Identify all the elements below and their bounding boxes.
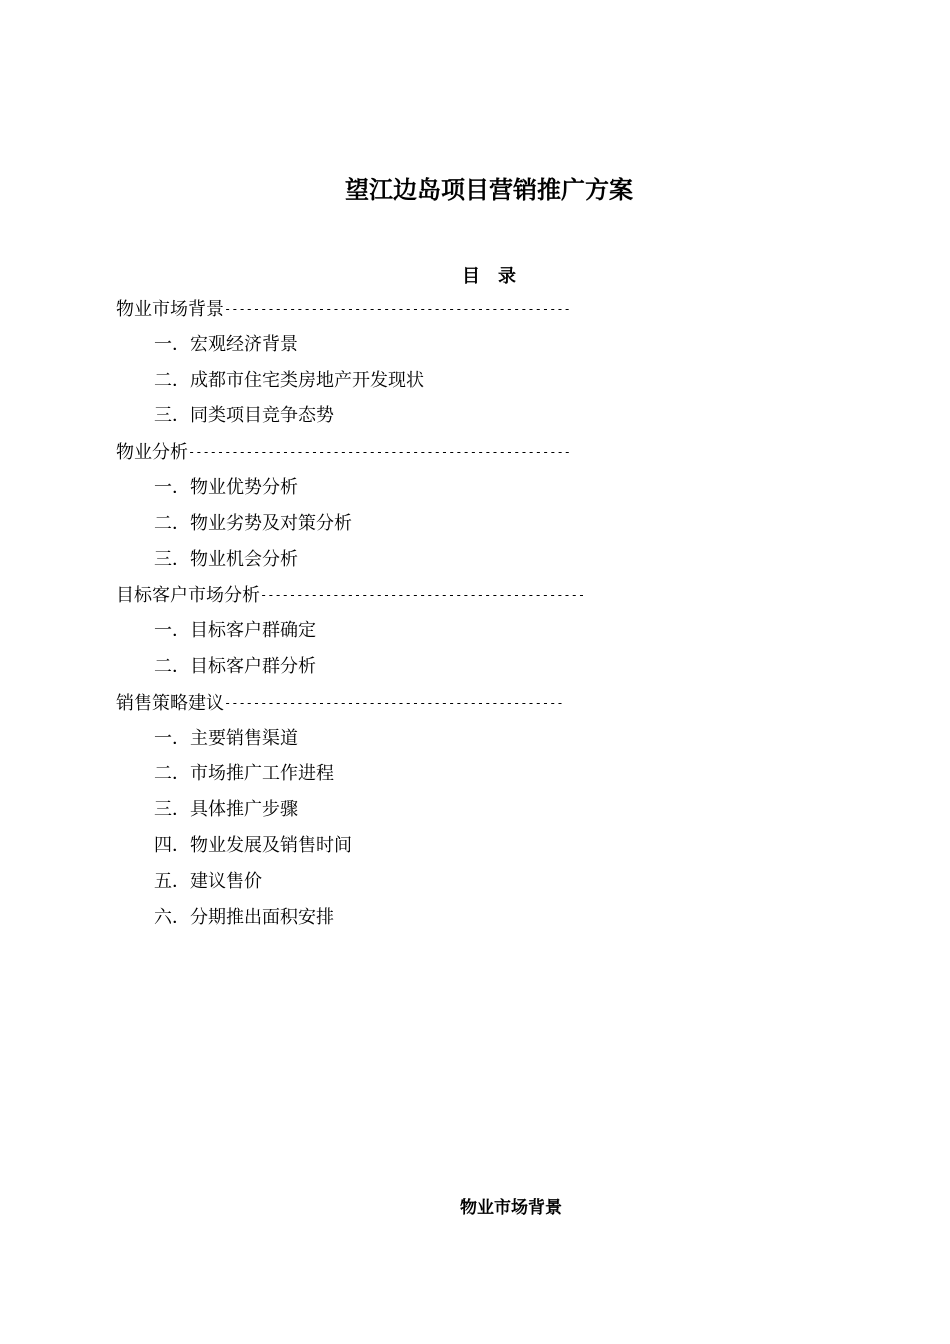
toc-subitem: 一．主要销售渠道	[154, 727, 298, 749]
toc-subitem: 五．建议售价	[154, 870, 262, 892]
toc-subitem: 六．分期推出面积安排	[154, 906, 334, 928]
toc-leader: ------------------------------------------------	[224, 302, 571, 316]
toc-subitem: 二．市场推广工作进程	[154, 763, 334, 785]
toc-subitem: 三．具体推广步骤	[154, 799, 298, 821]
toc-leader: -----------------------------------------------	[224, 695, 564, 710]
section-heading: 物业市场背景	[460, 1198, 562, 1218]
toc-section-label: 目标客户市场分析	[116, 585, 260, 607]
toc-subitem: 一．目标客户群确定	[154, 620, 316, 642]
toc-section-4	[116, 689, 716, 725]
toc-section-1	[116, 295, 716, 331]
toc-subitem: 三．同类项目竞争态势	[154, 405, 334, 427]
toc-subitem: 一．宏观经济背景	[154, 333, 298, 355]
toc-subitem: 四．物业发展及销售时间	[154, 834, 352, 856]
toc-subitem: 三．物业机会分析	[154, 548, 298, 570]
toc-section-2	[116, 438, 716, 474]
toc-subitem: 二．目标客户群分析	[154, 655, 316, 677]
toc-section-3	[116, 581, 716, 617]
toc-heading	[0, 262, 950, 288]
toc-heading-left: 目	[462, 266, 480, 287]
toc-section-label: 物业分析	[116, 442, 188, 464]
toc-leader: -----------------------------------------------------	[188, 445, 571, 460]
toc-section-label: 销售策略建议	[116, 692, 224, 714]
toc-subitem: 二．物业劣势及对策分析	[154, 512, 352, 534]
toc-leader: ---------------------------------------------	[260, 588, 586, 603]
toc-subitem: 一．物业优势分析	[154, 476, 298, 498]
toc-heading-right: 录	[498, 266, 516, 287]
table-of-contents	[116, 295, 716, 939]
document-title: 望江边岛项目营销推广方案	[345, 175, 633, 204]
toc-section-label: 物业市场背景	[116, 299, 224, 320]
toc-subitem: 二．成都市住宅类房地产开发现状	[154, 369, 424, 391]
